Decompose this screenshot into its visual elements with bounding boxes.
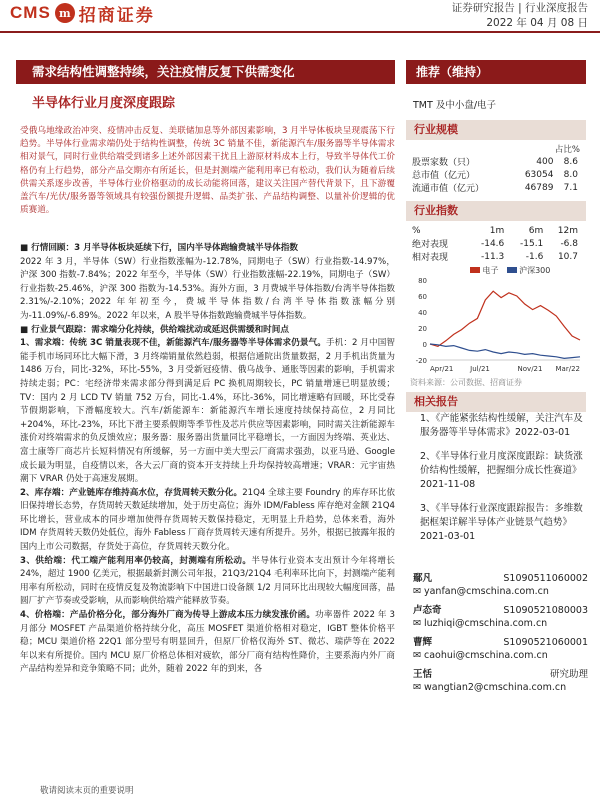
point-1-text: 手机：2 月中国智能手机市场同环比大幅下滑，3 月终端销量依然趋弱，根据信通院出货量数据，2 月手机出货量为 1486 万台，同比-32%，环比-55%，3 月受新冠疫情、俄乌战争、通胀等因素的影响，手机需求持续走弱；PC：宅经济带来需求部分得到满足后 PC 换机周期较长，PC 销量增速已明显放缓；TV：国内 2 月 LCD TV 销量 752 万台，同比-1.4%，环比-36%，同比增速略有回暖，环比受春节假期影响，下滑幅度较大。汽车/新能源车：新能源汽车增长速度持续保持高位，2 月同比+204%，环比-23%，环比下滑主要系假期等季节性及芯片供应等因素影响，同时需关注新能源车涨价对终端需求的负反馈效应；服务器：服务器出货量同比平稳增长，一方面因为终端、英业达、富士康等厂商芯片长短料情况有所缓解，另一方面中美大型云厂商需求强劲，以亚马逊、Google 成长最为明显，自疫情以来，各大云厂商的资本开支持续上升均保持较高增速；VRAR：元宇宙热潮下 VRAR 仍处于高速发展期。 [20,338,396,485]
related-text: 《产能紧张结构性缓解，关注汽车及服务器等半导体需求》2022-03-01 [420,413,583,438]
point-3-heading: 3、供给端：代工端产能利用率仍较高，封测端有所松动。 [20,555,252,566]
point-2-heading: 2、库存端：产业链库存维持高水位，存货周转天数分化。 [20,487,243,498]
y-tick-label: 0 [422,341,427,349]
analyst-email[interactable]: ✉ wangtian2@cmschina.com.cn [413,682,567,693]
related-text: 《半导体行业月度深度跟踪：缺货涨价结构性缓解，把握细分成长性赛道》2021-11-08 [420,451,583,490]
related-text: 《半导体行业深度跟踪报告：多维数据框架详解半导体产业链景气趋势》2021-03-01 [420,503,583,542]
point-3-text: 半导体行业资本支出预计今年将增长 24%，超过 1900 亿美元，根据最新封测公司年报，21Q3/21Q4 毛利率环比向下，封测端产能利用率有所松动，同时在疫情反复及物流影响下中国进口设备额 1/2 月同环比出现较大幅度回落，晶圆厂扩产节奏或受影响，从而影响供给端产能释放节奏。 [20,555,395,607]
scale-value: 63054 [524,169,554,180]
scale-label: 流通市值（亿元） [412,184,485,194]
related-report-item[interactable] [420,502,586,544]
logo-mark-icon: m [55,3,75,23]
y-tick-label: 20 [418,325,427,333]
report-title-banner: 需求结构性调整持续，关注疫情反复下供需变化 [16,60,395,84]
analyst-name: 王恬 [413,669,433,680]
legend-label: 电子 [482,266,499,275]
point-4-heading: 4、价格端：产品价格分化，部分海外厂商为传导上游成本压力续发涨价函。 [20,610,316,621]
index-line-chart [406,274,586,374]
analyst-id: S1090511060002 [503,573,588,584]
industry-scale-title: 行业规模 [406,120,586,140]
industry-index-table [410,224,580,263]
x-tick-label: Apr/21 [430,365,454,373]
index-6m: -1.6 [525,251,544,262]
header-divider [0,31,600,33]
analyst-id: S1090521080003 [503,605,588,616]
analyst-name: 鄢凡 [413,573,433,584]
analyst-list [413,572,588,694]
table-row [410,168,580,181]
index-label: 相对表现 [412,253,449,263]
y-tick-label: 80 [418,277,427,285]
scale-label: 股票家数（只） [412,158,476,168]
footer-disclaimer: 敬请阅读末页的重要说明 [40,786,134,796]
y-tick-label: -20 [415,357,427,365]
analyst-email[interactable]: ✉ luzhiqi@cmschina.com.cn [413,618,548,629]
company-logo [10,0,155,26]
report-type: 证券研究报告 | 行业深度报告 [451,2,588,14]
analyst [413,572,588,598]
report-subtitle: 半导体行业月度深度跟踪 [32,96,176,111]
table-header-row [410,224,580,237]
col-header: % [412,225,421,236]
industry-index-title: 行业指数 [406,201,586,221]
analyst [413,636,588,662]
table-row [410,181,580,194]
scale-value: 400 [536,156,554,167]
scale-unit: 占比% [554,145,580,155]
industry-scale-table [410,143,580,194]
col-header: 12m [557,225,578,236]
series-line-2 [430,344,580,358]
bullet-icon: ■ [20,243,32,253]
index-12m: 10.7 [557,251,578,262]
related-no: 1、 [420,413,436,424]
related-reports-list [420,408,586,544]
index-6m: -15.1 [520,238,544,249]
point-1-heading: 1、需求端：传统 3C 销量表现不佳，新能源汽车/服务器等半导体需求仍景气。 [20,338,326,349]
scale-pct: 8.0 [563,169,578,180]
scale-pct: 8.6 [563,156,578,167]
x-tick-label: Mar/22 [555,365,580,373]
x-tick-label: Jul/21 [470,365,490,373]
y-tick-label: 60 [418,293,427,301]
chart-source: 资料来源：公司数据、招商证券 [410,378,522,387]
analyst-email[interactable]: ✉ yanfan@cmschina.com.cn [413,586,549,597]
rating-banner: 推荐（维持） [406,60,586,84]
bullet-icon: ■ [20,324,32,335]
report-body [20,242,395,677]
section-2-heading: 行业景气跟踪：需求端分化持续，供给端扰动或延迟供需缓和时间点 [31,324,289,335]
scale-label: 总市值（亿元） [412,171,476,181]
logo-en: CMS [10,3,51,22]
section-1-heading: 行情回顾：3 月半导体板块延续下行，国内半导体跑输费城半导体指数 [31,243,298,253]
analyst [413,668,588,694]
series-line-1 [430,291,580,346]
table-row [410,237,580,250]
analyst-id: 研究助理 [549,669,588,680]
report-date: 2022 年 04 月 08 日 [486,17,588,29]
related-report-item[interactable] [420,412,586,440]
related-report-item[interactable] [420,450,586,492]
index-12m: -6.8 [560,238,578,249]
logo-cn: 招商证券 [78,5,155,26]
analyst-name: 卢态奇 [413,605,442,616]
x-tick-label: Nov/21 [517,365,543,373]
legend-label: 沪深300 [519,266,551,275]
table-row [410,250,580,263]
analyst-id: S1090521060001 [503,637,588,648]
col-header: 1m [489,225,505,236]
analyst [413,604,588,630]
scale-pct: 7.1 [563,182,578,193]
header-meta [452,1,588,31]
related-no: 3、 [420,503,436,514]
index-1m: -14.6 [480,238,505,249]
analyst-email[interactable]: ✉ caohui@cmschina.com.cn [413,650,548,661]
point-2-text: 21Q4 全球主要 Foundry 的库存环比依旧保持增长态势，存货周转天数延续增加，处于历史高位；海外 IDM/Fabless 库存绝对金额 21Q4 环比增长，营业成本的同步增加使得存货周转天数保持稳定，无明显上升趋势，总体来看，海外 IDM 存货周转天数仍处低位，海外 Fabless 厂商存货周转天速有所提升。另外，根据已披露年报的国内上市公司数据，存货处于高位，存货周转天数分化。 [20,487,395,553]
table-row [410,155,580,168]
section-1-text: 2022 年 3 月，半导体（SW）行业指数涨幅为-12.78%，同期电子（SW）行业指数-14.97%，沪深 300 指数-7.84%；2022 年至今，半导体（SW）行业指数涨幅-22.19%，同期电子（SW）行业指数-25.46%，沪深 300 指数为-14.53%。海外方面，3 月费城半导体指数/台湾半导体指数 2.31%/-2.10%；2022 年年初至今，费城半导体指数/台湾半导体指数涨幅分别为-11.09%/-6.89%。2022 年以来，A 股半导体指数跑输费城半导体指数。 [20,256,395,321]
related-no: 2、 [420,451,436,462]
sector-label: TMT 及中小盘/电子 [413,100,497,111]
analyst-name: 曹辉 [413,637,433,648]
index-label: 绝对表现 [412,240,449,250]
summary-paragraph: 受俄乌地缘政治冲突、疫情冲击反复、美联储加息等外部因素影响，3 月半导体板块呈现震荡下行趋势。半导体行业需求端仍处于结构性调整，传统 3C 销量不佳，新能源汽车/服务器等半导体需求相对景气，同时行业供给端受到诸多上述外部因素干扰且上游原材料成本上行，导致半导体代工价格仍有上行趋势，部分产品交期亦有所延长，但是封测端产能利用率已有松动，我们认为随着后续供需关系逐步改善，半导体行业价格驱动的成长动能将回落，建议关注国产替代背景下，且下游覆盖汽车/光伏/服务器等领域具有较强份额提升逻辑、品类扩张、产品结构调整、以量补价逻辑的优质赛道。 [20,126,395,216]
col-header: 6m [528,225,544,236]
scale-value: 46789 [524,182,554,193]
y-tick-label: 40 [418,309,427,317]
index-1m: -11.3 [480,251,505,262]
related-reports-title: 相关报告 [406,392,586,412]
point-4-text: 功率器件 2022 年 3 月部分 MOSFET 产品渠道价格持续分化，高压 MOSFET 渠道价格相对稳定，IGBT 整体价格平稳；MCU 渠道价格 22Q1 部分型号有明显回升，但原厂价格仅海外 ST、微芯、瑞萨等在 2022 年以来有所提价。国内 MCU 原厂价格总体相对疲软，部分厂商有结构性降价，主要系海内外厂商产品结构差异和竞争策略不同；此外，随着 2022 年的到来，各 [20,610,395,675]
